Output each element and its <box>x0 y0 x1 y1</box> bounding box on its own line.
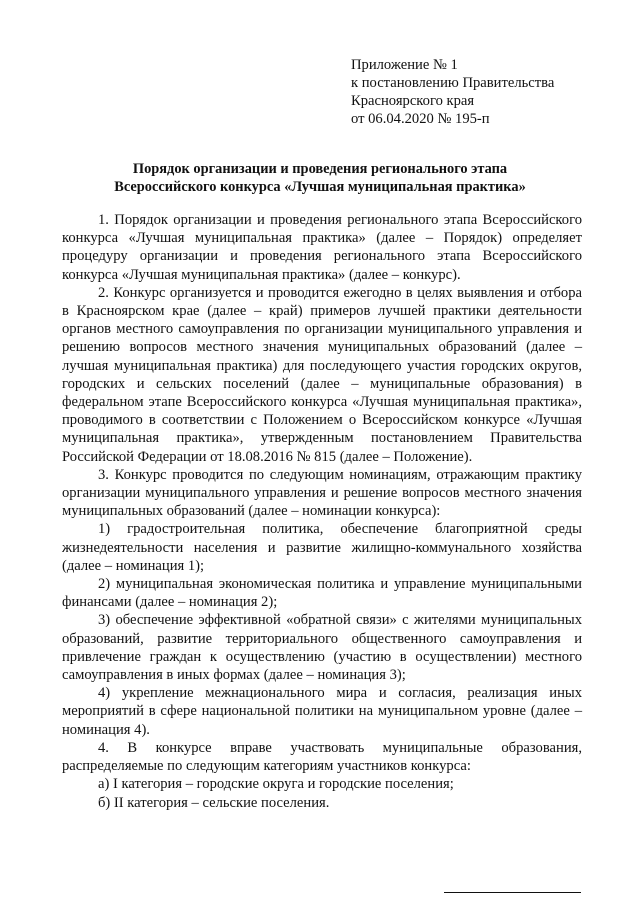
category-2: б) II категория – сельские поселения. <box>98 794 330 811</box>
paragraph-2: 2. Конкурс организуется и проводится ежегодно в целях выявления и отбора в Красноярском крае (далее – край) примеров лучшей практики деятельности органов местного самоуправления по организации муниципального управления и решению вопросов местного значения муниципальных образований (далее – лучшая муниципальная практика) для последующего участия городских округов, городских и сельских поселений (далее – муниципальные образования) в федеральном этапе Всероссийского конкурса «Лучшая муниципальная практика», проводимого в соответствии с Положением о Всероссийском конкурсе «Лучшая муниципальная практика», утвержденным постановлением Правительства Российской Федерации от 18.08.2016 № 815 (далее – Положение). <box>62 284 582 465</box>
document-title <box>60 160 580 196</box>
nomination-3: 3) обеспечение эффективной «обратной связи» с жителями муниципальных образований, развитие территориального общественного самоуправления и привлечение граждан к осуществлению (участию в осуществлении) местного самоуправления в иных формах (далее – номинация 3); <box>62 612 582 684</box>
footnote-divider <box>444 892 581 893</box>
paragraph-4: 4. В конкурсе вправе участвовать муниципальные образования, распределяемые по следующим категориям участников конкурса: <box>62 739 582 775</box>
paragraph-3: 3. Конкурс проводится по следующим номинациям, отражающим практику организации муниципального управления и решение вопросов местного значения муниципальных образований (далее – номинации конкурса): <box>62 466 582 520</box>
appendix-header <box>351 56 554 128</box>
appendix-region: Красноярского края <box>351 93 475 109</box>
nomination-1: 1) градостроительная политика, обеспечение благоприятной среды жизнедеятельности населения и развитие жилищно-коммунального хозяйства (далее – номинация 1); <box>62 521 582 574</box>
category-1: а) I категория – городские округа и городские поселения; <box>98 776 454 793</box>
paragraph-1: 1. Порядок организации и проведения регионального этапа Всероссийского конкурса «Лучшая муниципальная практика» (далее – Порядок) определяет процедуру организации и проведения регионального этапа Всероссийского конкурса «Лучшая муниципальная практика» (далее – конкурс). <box>62 212 582 283</box>
nomination-2: 2) муниципальная экономическая политика и управление муниципальными финансами (далее – номинация 2); <box>62 576 582 611</box>
title-line-2: Всероссийского конкурса «Лучшая муниципальная практика» <box>114 179 526 195</box>
appendix-number: Приложение № 1 <box>351 57 458 73</box>
document-body <box>62 211 582 812</box>
appendix-date: от 06.04.2020 № 195-п <box>351 111 490 127</box>
nomination-4: 4) укрепление межнационального мира и согласия, реализация иных мероприятий в сфере национальной политики на муниципальном уровне (далее – номинация 4). <box>62 685 582 738</box>
title-line-1: Порядок организации и проведения регионального этапа <box>132 161 508 177</box>
appendix-reference: к постановлению Правительства <box>351 75 555 91</box>
